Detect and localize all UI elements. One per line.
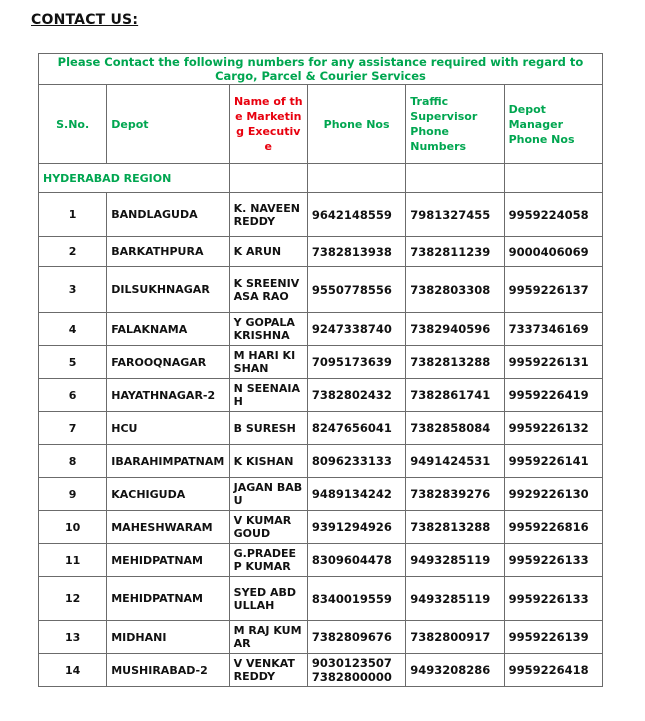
- table-row: [39, 313, 603, 346]
- row-executive: V KUMAR GOUD: [229, 511, 307, 544]
- row-executive: B SURESH: [229, 412, 307, 445]
- row-manager-phone: 7337346169: [504, 313, 602, 346]
- row-phone: 9030123507 7382800000: [307, 654, 405, 687]
- row-phone: 9642148559: [307, 193, 405, 237]
- row-sno: 4: [39, 313, 107, 346]
- row-executive: G.PRADEEP KUMAR: [229, 544, 307, 577]
- row-executive: K SREENIVASA RAO: [229, 267, 307, 313]
- row-executive: V VENKAT REDDY: [229, 654, 307, 687]
- row-manager-phone: 9959226137: [504, 267, 602, 313]
- header-executive: Name of the Marketing Executive: [229, 85, 307, 164]
- row-depot: MEHIDPATNAM: [107, 577, 229, 621]
- row-phone: 7382802432: [307, 379, 405, 412]
- row-executive: M HARI KISHAN: [229, 346, 307, 379]
- row-traffic-phone: 7382858084: [406, 412, 504, 445]
- row-traffic-phone: 9491424531: [406, 445, 504, 478]
- row-phone: 7382813938: [307, 237, 405, 267]
- row-depot: HAYATHNAGAR-2: [107, 379, 229, 412]
- row-phone: 8096233133: [307, 445, 405, 478]
- row-traffic-phone: 9493208286: [406, 654, 504, 687]
- row-depot: IBARAHIMPATNAM: [107, 445, 229, 478]
- row-phone: 9247338740: [307, 313, 405, 346]
- row-phone: 7382809676: [307, 621, 405, 654]
- row-manager-phone: 9959226139: [504, 621, 602, 654]
- row-sno: 8: [39, 445, 107, 478]
- table-row: [39, 544, 603, 577]
- header-depot: Depot: [107, 85, 229, 164]
- table-row: [39, 346, 603, 379]
- table-row: [39, 621, 603, 654]
- row-executive: K KISHAN: [229, 445, 307, 478]
- row-traffic-phone: 7382813288: [406, 511, 504, 544]
- row-sno: 10: [39, 511, 107, 544]
- table-row: [39, 412, 603, 445]
- region-label: HYDERABAD REGION: [39, 164, 230, 193]
- row-depot: BARKATHPURA: [107, 237, 229, 267]
- row-depot: MEHIDPATNAM: [107, 544, 229, 577]
- row-executive: Y GOPALA KRISHNA: [229, 313, 307, 346]
- row-depot: FALAKNAMA: [107, 313, 229, 346]
- row-manager-phone: 9959226132: [504, 412, 602, 445]
- header-traffic-supervisor: Traffic Supervisor Phone Numbers: [406, 85, 504, 164]
- row-manager-phone: 9959224058: [504, 193, 602, 237]
- row-traffic-phone: 9493285119: [406, 544, 504, 577]
- row-sno: 14: [39, 654, 107, 687]
- page-title: CONTACT US:: [31, 12, 139, 28]
- row-manager-phone: 9959226816: [504, 511, 602, 544]
- row-phone: 8340019559: [307, 577, 405, 621]
- row-executive: N SEENAIAH: [229, 379, 307, 412]
- row-sno: 12: [39, 577, 107, 621]
- row-traffic-phone: 7382800917: [406, 621, 504, 654]
- table-row: [39, 478, 603, 511]
- row-traffic-phone: 7382803308: [406, 267, 504, 313]
- row-phone: 8247656041: [307, 412, 405, 445]
- row-sno: 7: [39, 412, 107, 445]
- row-executive: SYED ABDULLAH: [229, 577, 307, 621]
- row-sno: 3: [39, 267, 107, 313]
- row-manager-phone: 9959226141: [504, 445, 602, 478]
- row-depot: MAHESHWARAM: [107, 511, 229, 544]
- row-traffic-phone: 7382813288: [406, 346, 504, 379]
- row-depot: HCU: [107, 412, 229, 445]
- contact-table: [38, 53, 603, 687]
- table-row: [39, 193, 603, 237]
- row-traffic-phone: 7382811239: [406, 237, 504, 267]
- row-sno: 9: [39, 478, 107, 511]
- row-phone: 7095173639: [307, 346, 405, 379]
- banner-text: Please Contact the following numbers for any assistance required with regard to Cargo, Parcel & Courier Services: [39, 54, 603, 85]
- row-traffic-phone: 7382940596: [406, 313, 504, 346]
- row-phone: 9391294926: [307, 511, 405, 544]
- row-phone: 9489134242: [307, 478, 405, 511]
- row-phone: 9550778556: [307, 267, 405, 313]
- row-traffic-phone: 7981327455: [406, 193, 504, 237]
- header-phone: Phone Nos: [307, 85, 405, 164]
- row-manager-phone: 9959226419: [504, 379, 602, 412]
- table-row: [39, 577, 603, 621]
- row-sno: 5: [39, 346, 107, 379]
- row-executive: K ARUN: [229, 237, 307, 267]
- row-depot: MUSHIRABAD-2: [107, 654, 229, 687]
- row-depot: KACHIGUDA: [107, 478, 229, 511]
- row-traffic-phone: 7382861741: [406, 379, 504, 412]
- row-manager-phone: 9959226418: [504, 654, 602, 687]
- table-row: [39, 445, 603, 478]
- row-manager-phone: 9929226130: [504, 478, 602, 511]
- row-executive: K. NAVEEN REDDY: [229, 193, 307, 237]
- row-sno: 6: [39, 379, 107, 412]
- row-sno: 11: [39, 544, 107, 577]
- row-traffic-phone: 7382839276: [406, 478, 504, 511]
- row-depot: MIDHANI: [107, 621, 229, 654]
- row-depot: BANDLAGUDA: [107, 193, 229, 237]
- header-sno: S.No.: [39, 85, 107, 164]
- table-row: [39, 267, 603, 313]
- row-manager-phone: 9959226133: [504, 577, 602, 621]
- row-executive: M RAJ KUMAR: [229, 621, 307, 654]
- row-phone: 8309604478: [307, 544, 405, 577]
- table-row: [39, 379, 603, 412]
- row-depot: FAROOQNAGAR: [107, 346, 229, 379]
- row-depot: DILSUKHNAGAR: [107, 267, 229, 313]
- row-executive: JAGAN BABU: [229, 478, 307, 511]
- table-row: [39, 654, 603, 687]
- row-sno: 1: [39, 193, 107, 237]
- row-manager-phone: 9959226133: [504, 544, 602, 577]
- row-manager-phone: 9000406069: [504, 237, 602, 267]
- header-depot-manager: Depot Manager Phone Nos: [504, 85, 602, 164]
- table-row: [39, 237, 603, 267]
- row-manager-phone: 9959226131: [504, 346, 602, 379]
- row-sno: 2: [39, 237, 107, 267]
- row-traffic-phone: 9493285119: [406, 577, 504, 621]
- row-sno: 13: [39, 621, 107, 654]
- table-row: [39, 511, 603, 544]
